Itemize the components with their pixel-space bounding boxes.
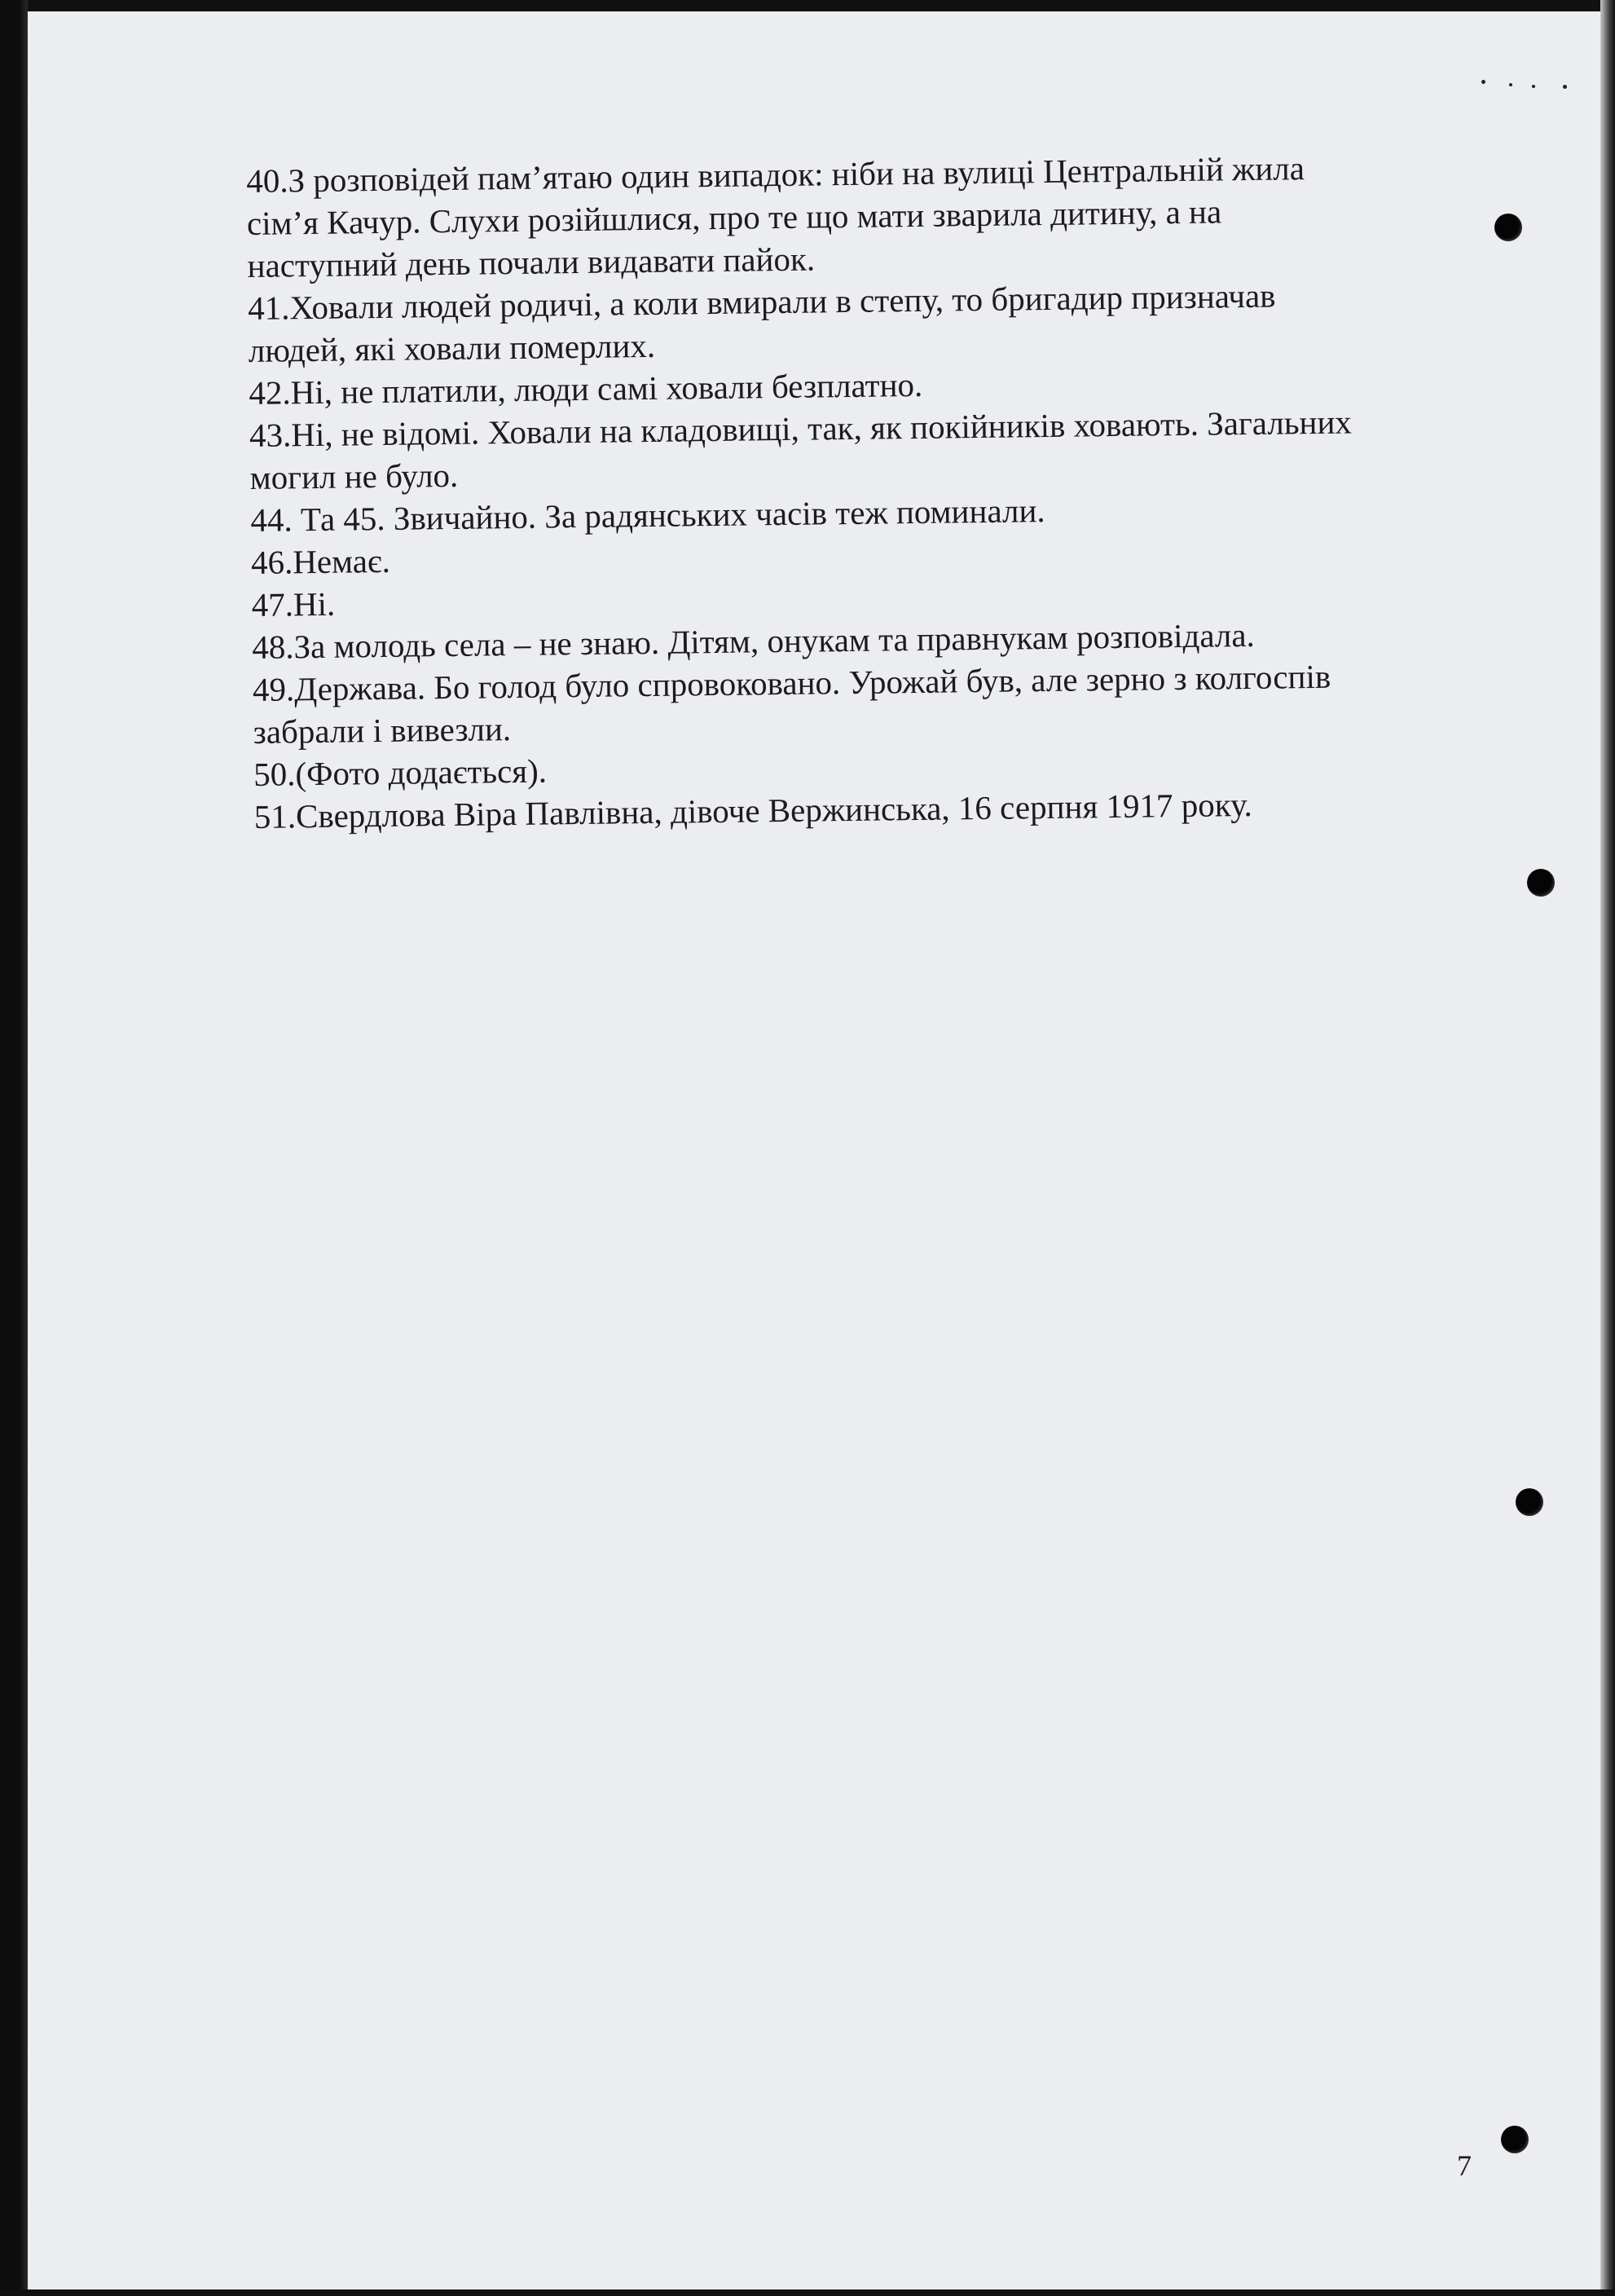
document-body	[246, 143, 1558, 837]
scan-border-top	[0, 0, 1615, 11]
answer-48: 48.За молодь села – не знаю. Дітям, онукам та правнукам розповідала.	[252, 615, 1256, 666]
answer-40-line-1: 40.З розповідей пам’ятаю один випадок: ніби на вулиці Центральній жила	[246, 149, 1305, 200]
answer-43-line-1: 43.Ні, не відомі. Ховали на кладовищі, так, як покійників ховають. Загальних	[249, 403, 1353, 454]
punch-hole-4	[1501, 2126, 1529, 2153]
scan-border-bottom	[0, 2289, 1615, 2296]
answer-44-45: 44. Та 45. Звичайно. За радянських часів теж поминали.	[250, 491, 1045, 539]
scan-speck	[1563, 85, 1567, 89]
scan-speck	[1532, 85, 1535, 88]
answer-51: 51.Свердлова Віра Павлівна, дівоче Вержинська, 16 серпня 1917 року.	[253, 785, 1253, 835]
answer-49-line-2: забрали і вивезли.	[253, 710, 512, 751]
scan-speck	[1509, 83, 1512, 86]
answer-50: 50.(Фото додається).	[253, 751, 548, 793]
scan-speck	[1481, 80, 1485, 84]
scan-border-right	[1600, 0, 1615, 2296]
answer-42: 42.Ні, не платили, люди самі ховали безплатно.	[249, 365, 923, 412]
punch-hole-1	[1494, 214, 1522, 241]
scan-border-left	[0, 0, 28, 2296]
answer-47: 47.Ні.	[251, 584, 336, 624]
answer-41-line-2: людей, які ховали померлих.	[248, 326, 656, 369]
punch-hole-2	[1527, 869, 1555, 897]
answer-43-line-2: могил не було.	[249, 456, 459, 496]
document-page	[28, 11, 1600, 2289]
punch-hole-3	[1516, 1488, 1543, 1516]
page-number: 7	[1457, 2149, 1472, 2182]
answer-46: 46.Немає.	[250, 541, 391, 581]
answer-40-line-2: сім’я Качур. Слухи розійшлися, про те що мати зварила дитину, а на	[246, 192, 1222, 242]
answer-41-line-1: 41.Ховали людей родичі, а коли вмирали в степу, то бригадир призначав	[247, 276, 1276, 327]
answer-40-line-3: наступний день почали видавати пайок.	[247, 240, 816, 284]
answer-49-line-1: 49.Держава. Бо голод було спровоковано. Урожай був, але зерно з колгоспів	[252, 657, 1331, 708]
